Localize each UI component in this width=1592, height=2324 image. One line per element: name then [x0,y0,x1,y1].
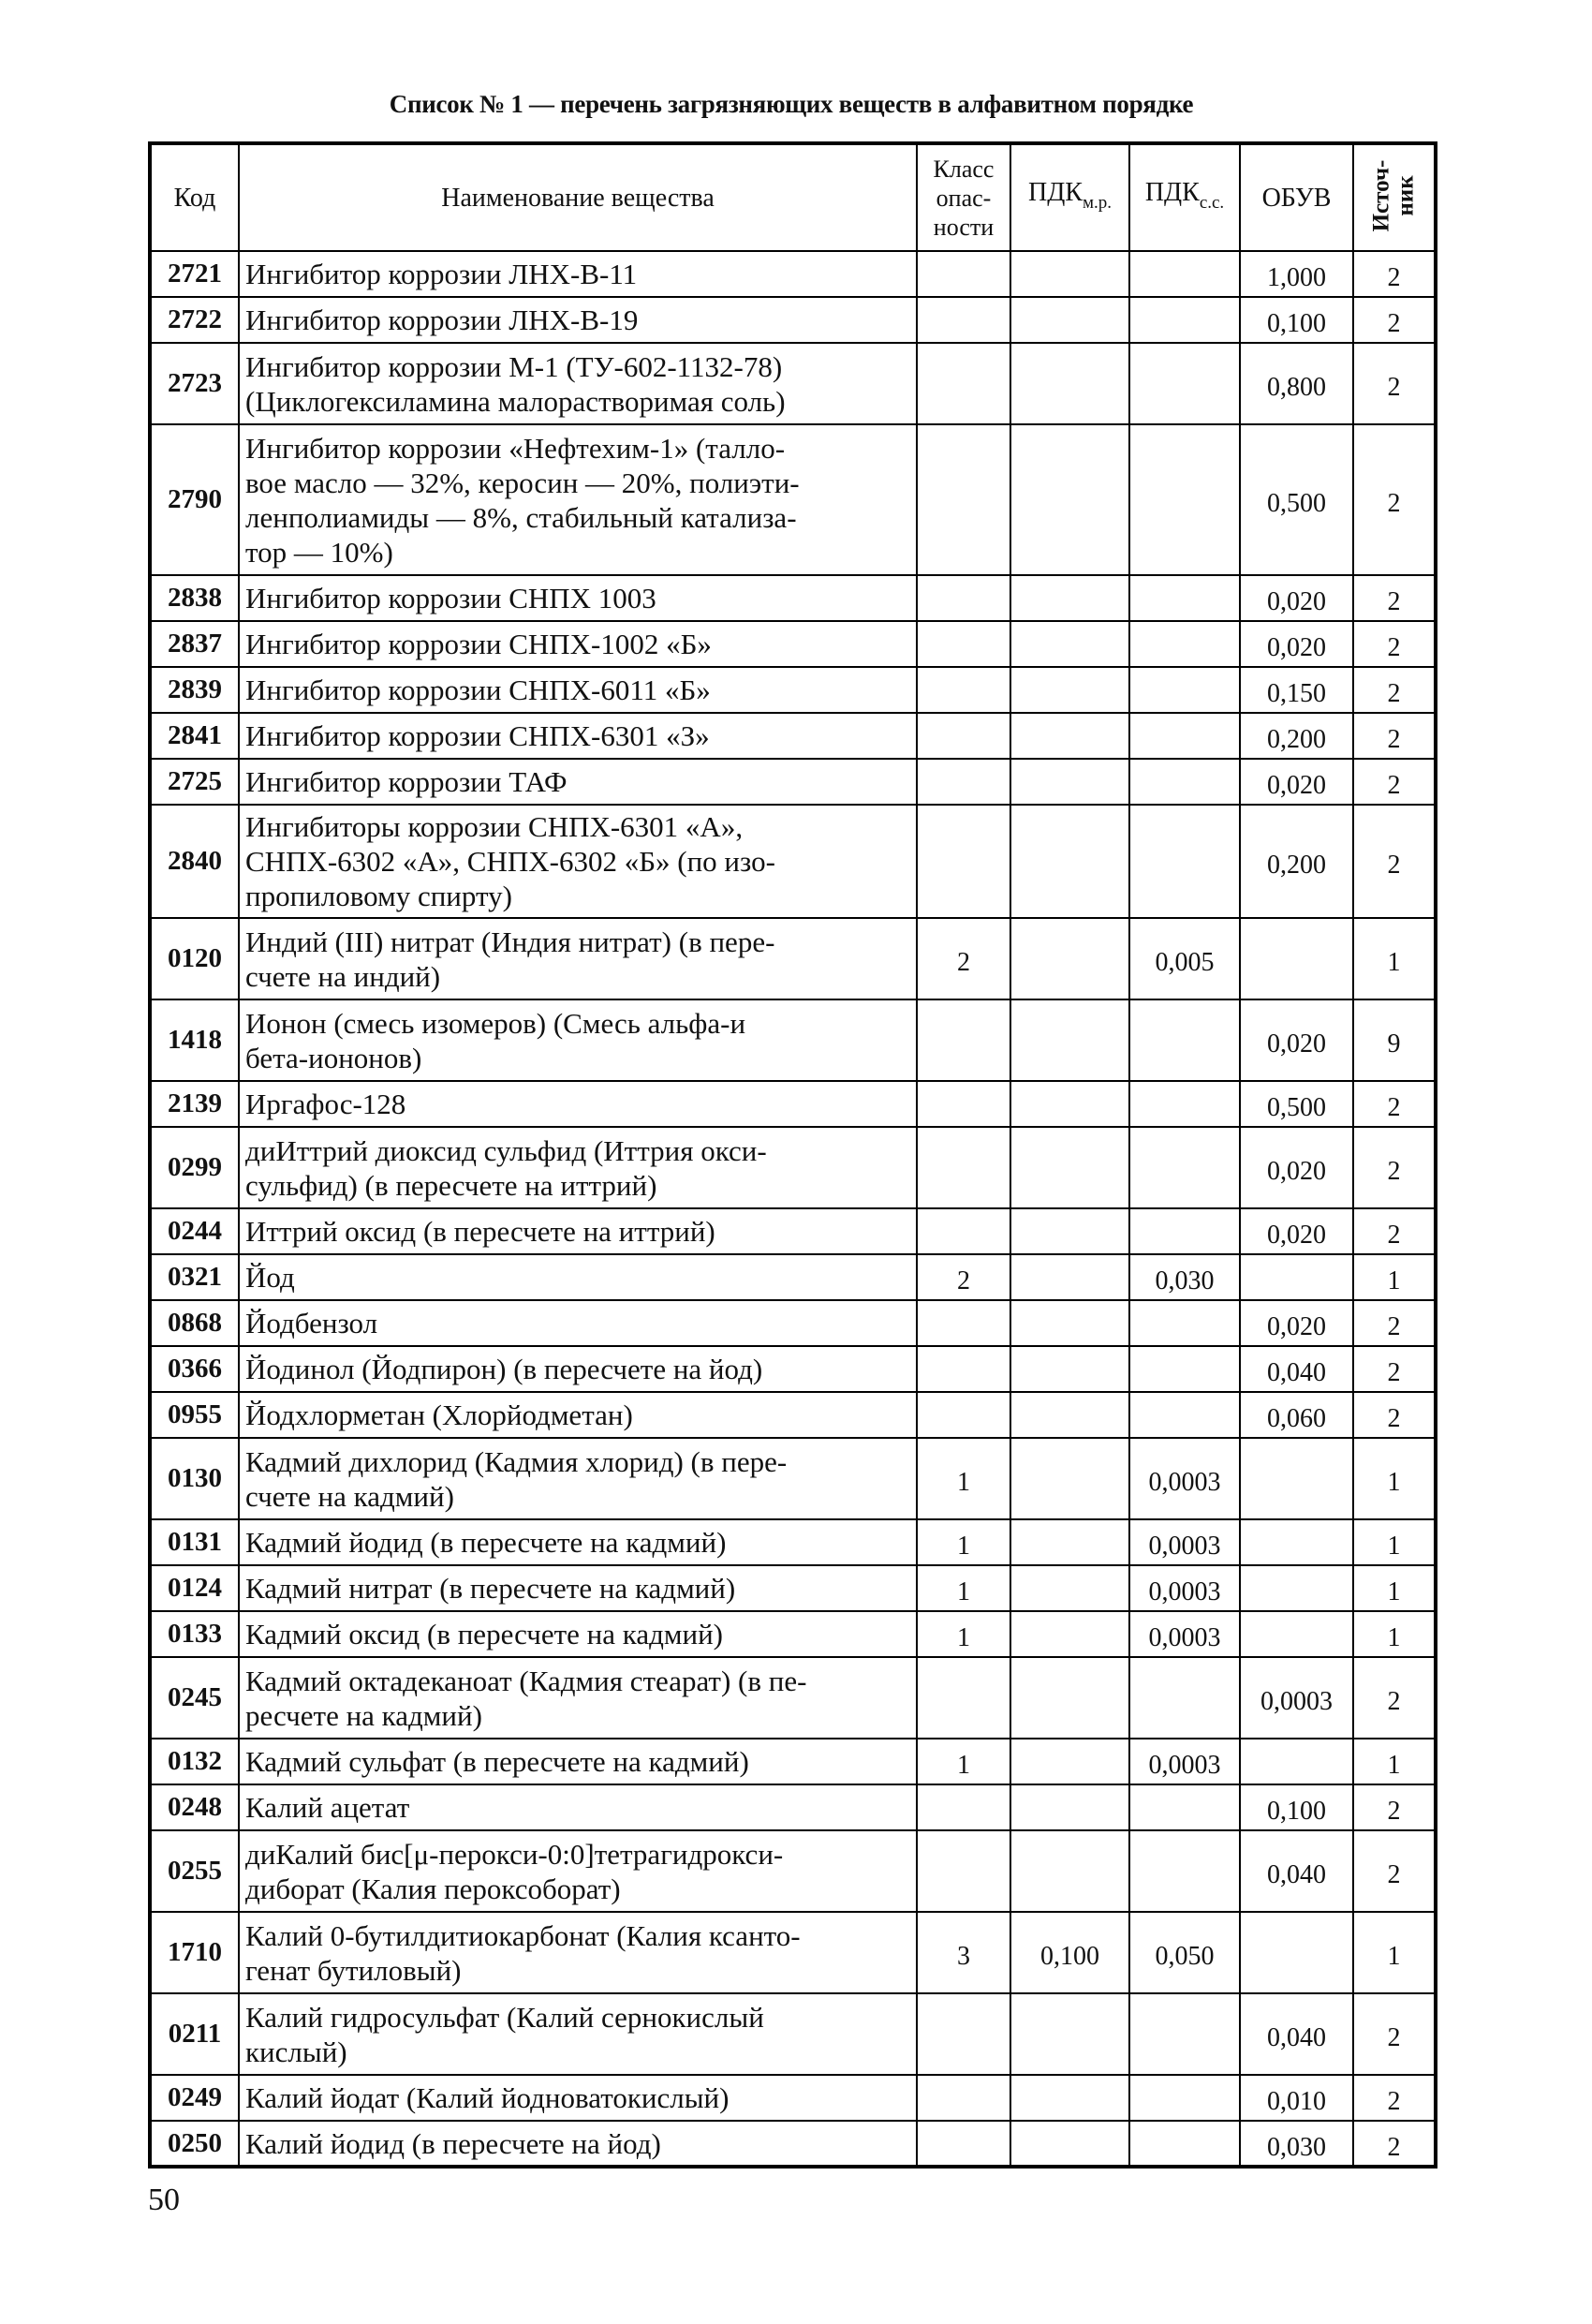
cell-source: 2 [1353,1392,1436,1438]
cell-code: 0299 [150,1127,239,1208]
cell-class [917,805,1010,918]
cell-class [917,1830,1010,1912]
cell-pdk-ss [1129,1830,1240,1912]
cell-code: 0248 [150,1784,239,1830]
cell-obuv: 0,500 [1240,424,1353,575]
cell-source: 2 [1353,1830,1436,1912]
cell-name: Ингибитор коррозии ТАФ [239,759,917,805]
cell-pdk-ss [1129,297,1240,343]
table-row [150,1912,1436,1993]
cell-name: Ингибитор коррозии СНПХ-1002 «Б» [239,621,917,667]
cell-obuv: 0,030 [1240,2121,1353,2167]
cell-code: 0124 [150,1565,239,1611]
cell-name: Калий йодат (Калий йодноватокислый) [239,2075,917,2121]
cell-class [917,2121,1010,2167]
cell-class: 1 [917,1739,1010,1784]
cell-name: Ингибитор коррозии СНПХ-6301 «З» [239,713,917,759]
cell-code: 0131 [150,1519,239,1565]
cell-name: Калий ацетат [239,1784,917,1830]
cell-code: 0133 [150,1611,239,1657]
table-row [150,621,1436,667]
cell-obuv: 0,020 [1240,1208,1353,1254]
cell-name: диИттрий диоксид сульфид (Иттрия окси- сульфид) (в пересчете на иттрий) [239,1127,917,1208]
cell-source: 9 [1353,999,1436,1081]
cell-pdk-mr [1010,251,1129,297]
table-row [150,918,1436,999]
cell-class [917,297,1010,343]
cell-source: 2 [1353,424,1436,575]
cell-name: Иргафос-128 [239,1081,917,1127]
cell-code: 0120 [150,918,239,999]
cell-name: Ингибитор коррозии СНПХ 1003 [239,575,917,621]
cell-class [917,1346,1010,1392]
cell-pdk-mr [1010,621,1129,667]
cell-obuv [1240,1519,1353,1565]
cell-pdk-mr [1010,1784,1129,1830]
cell-pdk-mr: 0,100 [1010,1912,1129,1993]
cell-obuv: 0,020 [1240,1127,1353,1208]
cell-pdk-ss [1129,424,1240,575]
cell-code: 0132 [150,1739,239,1784]
cell-source: 2 [1353,1300,1436,1346]
cell-pdk-ss: 0,0003 [1129,1739,1240,1784]
cell-class [917,1208,1010,1254]
cell-class: 1 [917,1519,1010,1565]
cell-pdk-ss: 0,0003 [1129,1519,1240,1565]
cell-obuv: 0,800 [1240,343,1353,424]
cell-obuv: 0,040 [1240,1346,1353,1392]
cell-class [917,759,1010,805]
table-row [150,1081,1436,1127]
header-source [1353,143,1436,251]
cell-code: 0955 [150,1392,239,1438]
table-row [150,1300,1436,1346]
cell-pdk-ss: 0,0003 [1129,1611,1240,1657]
header-pdk-ss [1129,143,1240,251]
cell-code: 0250 [150,2121,239,2167]
page-title: Список № 1 — перечень загрязняющих веществ в алфавитном порядке [389,90,1194,118]
cell-pdk-mr [1010,999,1129,1081]
table-row [150,1657,1436,1739]
table-body [150,251,1436,2167]
cell-source: 1 [1353,1254,1436,1300]
cell-code: 1418 [150,999,239,1081]
cell-obuv [1240,1438,1353,1519]
cell-obuv: 0,200 [1240,805,1353,918]
cell-pdk-mr [1010,1081,1129,1127]
cell-pdk-ss [1129,1300,1240,1346]
cell-class [917,2075,1010,2121]
table-row [150,1565,1436,1611]
table-row [150,1519,1436,1565]
cell-source: 2 [1353,343,1436,424]
cell-obuv: 0,020 [1240,759,1353,805]
cell-pdk-mr [1010,805,1129,918]
cell-pdk-mr [1010,1208,1129,1254]
cell-pdk-mr [1010,918,1129,999]
header-class: Класс опас-ности [917,143,1010,251]
cell-pdk-ss [1129,343,1240,424]
table-row [150,251,1436,297]
cell-source: 1 [1353,918,1436,999]
cell-obuv: 0,010 [1240,2075,1353,2121]
cell-pdk-ss [1129,1657,1240,1739]
cell-code: 2841 [150,713,239,759]
cell-source: 2 [1353,1081,1436,1127]
cell-pdk-mr [1010,1657,1129,1739]
cell-pdk-ss: 0,030 [1129,1254,1240,1300]
table-row [150,343,1436,424]
cell-obuv: 0,100 [1240,297,1353,343]
cell-pdk-mr [1010,1739,1129,1784]
cell-pdk-ss: 0,050 [1129,1912,1240,1993]
cell-code: 0211 [150,1993,239,2075]
cell-code: 0868 [150,1300,239,1346]
cell-source: 2 [1353,251,1436,297]
cell-pdk-mr [1010,343,1129,424]
cell-class [917,1127,1010,1208]
cell-code: 1710 [150,1912,239,1993]
cell-code: 0249 [150,2075,239,2121]
cell-code: 0244 [150,1208,239,1254]
cell-name: Индий (III) нитрат (Индия нитрат) (в пере- счете на индий) [239,918,917,999]
table-row [150,667,1436,713]
cell-pdk-ss [1129,2075,1240,2121]
cell-obuv: 0,150 [1240,667,1353,713]
cell-pdk-mr [1010,1519,1129,1565]
cell-pdk-ss [1129,575,1240,621]
cell-source: 2 [1353,2121,1436,2167]
cell-obuv: 0,100 [1240,1784,1353,1830]
cell-pdk-ss [1129,1208,1240,1254]
cell-pdk-ss [1129,2121,1240,2167]
table-row [150,1392,1436,1438]
table-header-row [150,143,1436,251]
cell-source: 2 [1353,1346,1436,1392]
pdk-mr-label: ПДК [1027,178,1083,207]
cell-name: диКалий бис[μ-перокси-0:0]тетрагидрокси- диборат (Калия пероксоборат) [239,1830,917,1912]
cell-pdk-ss [1129,1784,1240,1830]
cell-source: 2 [1353,297,1436,343]
cell-pdk-ss: 0,005 [1129,918,1240,999]
cell-code: 0366 [150,1346,239,1392]
cell-class: 2 [917,918,1010,999]
cell-source: 1 [1353,1611,1436,1657]
cell-pdk-mr [1010,713,1129,759]
cell-source: 2 [1353,1657,1436,1739]
cell-class: 3 [917,1912,1010,1993]
cell-name: Ингибитор коррозии М-1 (ТУ-602-1132-78) (Циклогексиламина малорастворимая соль) [239,343,917,424]
pdk-ss-label: ПДК [1144,178,1200,207]
source-label: Источ- ник [1368,159,1419,232]
cell-class [917,1081,1010,1127]
table-row [150,1208,1436,1254]
cell-class [917,621,1010,667]
cell-name: Кадмий оксид (в пересчете на кадмий) [239,1611,917,1657]
cell-name: Йодбензол [239,1300,917,1346]
cell-name: Кадмий сульфат (в пересчете на кадмий) [239,1739,917,1784]
cell-class [917,1993,1010,2075]
cell-code: 2723 [150,343,239,424]
cell-name: Иттрий оксид (в пересчете на иттрий) [239,1208,917,1254]
cell-source: 2 [1353,1784,1436,1830]
cell-pdk-mr [1010,1300,1129,1346]
cell-source: 2 [1353,1993,1436,2075]
cell-code: 2790 [150,424,239,575]
cell-pdk-ss [1129,251,1240,297]
cell-pdk-mr [1010,1993,1129,2075]
cell-obuv [1240,1565,1353,1611]
cell-obuv [1240,1912,1353,1993]
table-row [150,575,1436,621]
cell-source: 2 [1353,805,1436,918]
cell-source: 2 [1353,2075,1436,2121]
pdk-ss-subscript: с.с. [1199,193,1225,213]
cell-pdk-ss [1129,1127,1240,1208]
cell-obuv: 0,020 [1240,999,1353,1081]
table-row [150,1438,1436,1519]
cell-obuv: 0,200 [1240,713,1353,759]
cell-name: Ингибитор коррозии ЛНХ-В-11 [239,251,917,297]
cell-class [917,575,1010,621]
table-row [150,297,1436,343]
header-name: Наименование вещества [239,143,917,251]
cell-pdk-mr [1010,424,1129,575]
cell-class: 1 [917,1611,1010,1657]
cell-pdk-mr [1010,1565,1129,1611]
cell-obuv: 0,020 [1240,621,1353,667]
cell-code: 2725 [150,759,239,805]
cell-name: Йодхлорметан (Хлорйодметан) [239,1392,917,1438]
table-row [150,1993,1436,2075]
pdk-mr-subscript: м.р. [1082,193,1113,213]
cell-pdk-mr [1010,1438,1129,1519]
cell-code: 2837 [150,621,239,667]
cell-code: 2839 [150,667,239,713]
cell-source: 2 [1353,667,1436,713]
cell-pdk-ss: 0,0003 [1129,1565,1240,1611]
cell-code: 2840 [150,805,239,918]
cell-source: 2 [1353,1127,1436,1208]
table-row [150,1739,1436,1784]
cell-name: Кадмий дихлорид (Кадмия хлорид) (в пере- счете на кадмий) [239,1438,917,1519]
cell-obuv [1240,1739,1353,1784]
cell-source: 1 [1353,1519,1436,1565]
table-row [150,1254,1436,1300]
header-pdk-mr [1010,143,1129,251]
cell-code: 2721 [150,251,239,297]
cell-pdk-mr [1010,1127,1129,1208]
table-row [150,2121,1436,2167]
table-row [150,424,1436,575]
cell-pdk-mr [1010,297,1129,343]
table-row [150,805,1436,918]
cell-name: Ионон (смесь изомеров) (Смесь альфа-и бета-иононов) [239,999,917,1081]
cell-pdk-ss [1129,713,1240,759]
cell-code: 0245 [150,1657,239,1739]
cell-pdk-ss [1129,1392,1240,1438]
cell-source: 2 [1353,621,1436,667]
cell-name: Ингибитор коррозии СНПХ-6011 «Б» [239,667,917,713]
table-row [150,1784,1436,1830]
cell-code: 2139 [150,1081,239,1127]
cell-name: Калий йодид (в пересчете на йод) [239,2121,917,2167]
cell-pdk-mr [1010,1346,1129,1392]
cell-code: 0321 [150,1254,239,1300]
cell-source: 2 [1353,575,1436,621]
cell-obuv: 0,040 [1240,1830,1353,1912]
cell-name: Ингибитор коррозии ЛНХ-В-19 [239,297,917,343]
cell-class [917,251,1010,297]
cell-pdk-ss [1129,1993,1240,2075]
table-row [150,713,1436,759]
cell-class [917,1784,1010,1830]
cell-class: 1 [917,1565,1010,1611]
cell-pdk-mr [1010,1830,1129,1912]
cell-obuv: 0,020 [1240,1300,1353,1346]
cell-source: 2 [1353,759,1436,805]
cell-obuv: 0,500 [1240,1081,1353,1127]
table-row [150,1830,1436,1912]
cell-pdk-ss [1129,759,1240,805]
cell-class: 1 [917,1438,1010,1519]
cell-source: 2 [1353,713,1436,759]
cell-class [917,343,1010,424]
cell-class [917,667,1010,713]
cell-obuv: 0,0003 [1240,1657,1353,1739]
cell-class: 2 [917,1254,1010,1300]
cell-name: Калий гидросульфат (Калий сернокислый кислый) [239,1993,917,2075]
cell-code: 2722 [150,297,239,343]
cell-obuv [1240,1254,1353,1300]
cell-name: Йодинол (Йодпирон) (в пересчете на йод) [239,1346,917,1392]
cell-name: Калий 0-бутилдитиокарбонат (Калия ксанто- генат бутиловый) [239,1912,917,1993]
cell-code: 0255 [150,1830,239,1912]
cell-obuv: 1,000 [1240,251,1353,297]
cell-class [917,999,1010,1081]
header-code: Код [150,143,239,251]
cell-code: 2838 [150,575,239,621]
cell-pdk-ss [1129,1081,1240,1127]
cell-source: 1 [1353,1739,1436,1784]
cell-name: Кадмий октадеканоат (Кадмия стеарат) (в пе- ресчете на кадмий) [239,1657,917,1739]
cell-name: Йод [239,1254,917,1300]
table-row [150,1611,1436,1657]
cell-name: Кадмий нитрат (в пересчете на кадмий) [239,1565,917,1611]
cell-class [917,1392,1010,1438]
cell-pdk-mr [1010,2075,1129,2121]
cell-name: Ингибиторы коррозии СНПХ-6301 «А», СНПХ-6302 «А», СНПХ-6302 «Б» (по изо- пропиловому спирту) [239,805,917,918]
page-number: 50 [148,2183,180,2217]
cell-pdk-ss [1129,667,1240,713]
cell-obuv [1240,918,1353,999]
cell-source: 1 [1353,1438,1436,1519]
cell-obuv: 0,020 [1240,575,1353,621]
cell-name: Кадмий йодид (в пересчете на кадмий) [239,1519,917,1565]
pollutants-table [148,141,1437,2169]
cell-class [917,1300,1010,1346]
table-row [150,1346,1436,1392]
cell-source: 2 [1353,1208,1436,1254]
table-row [150,2075,1436,2121]
cell-source: 1 [1353,1912,1436,1993]
table-row [150,759,1436,805]
cell-pdk-mr [1010,1254,1129,1300]
cell-obuv: 0,040 [1240,1993,1353,2075]
cell-name: Ингибитор коррозии «Нефтехим-1» (талло- вое масло — 32%, керосин — 20%, полиэти- ленполиамиды — 8%, стабильный катализа- тор — 10%) [239,424,917,575]
cell-pdk-ss [1129,621,1240,667]
header-obuv: ОБУВ [1240,143,1353,251]
cell-pdk-mr [1010,667,1129,713]
table-row [150,999,1436,1081]
cell-class [917,713,1010,759]
cell-pdk-mr [1010,1392,1129,1438]
cell-code: 0130 [150,1438,239,1519]
cell-obuv: 0,060 [1240,1392,1353,1438]
cell-class [917,1657,1010,1739]
cell-pdk-mr [1010,2121,1129,2167]
cell-source: 1 [1353,1565,1436,1611]
cell-pdk-ss [1129,1346,1240,1392]
cell-pdk-ss [1129,805,1240,918]
cell-pdk-mr [1010,759,1129,805]
table-row [150,1127,1436,1208]
cell-obuv [1240,1611,1353,1657]
cell-pdk-mr [1010,1611,1129,1657]
cell-pdk-ss [1129,999,1240,1081]
cell-pdk-mr [1010,575,1129,621]
cell-class [917,424,1010,575]
cell-pdk-ss: 0,0003 [1129,1438,1240,1519]
